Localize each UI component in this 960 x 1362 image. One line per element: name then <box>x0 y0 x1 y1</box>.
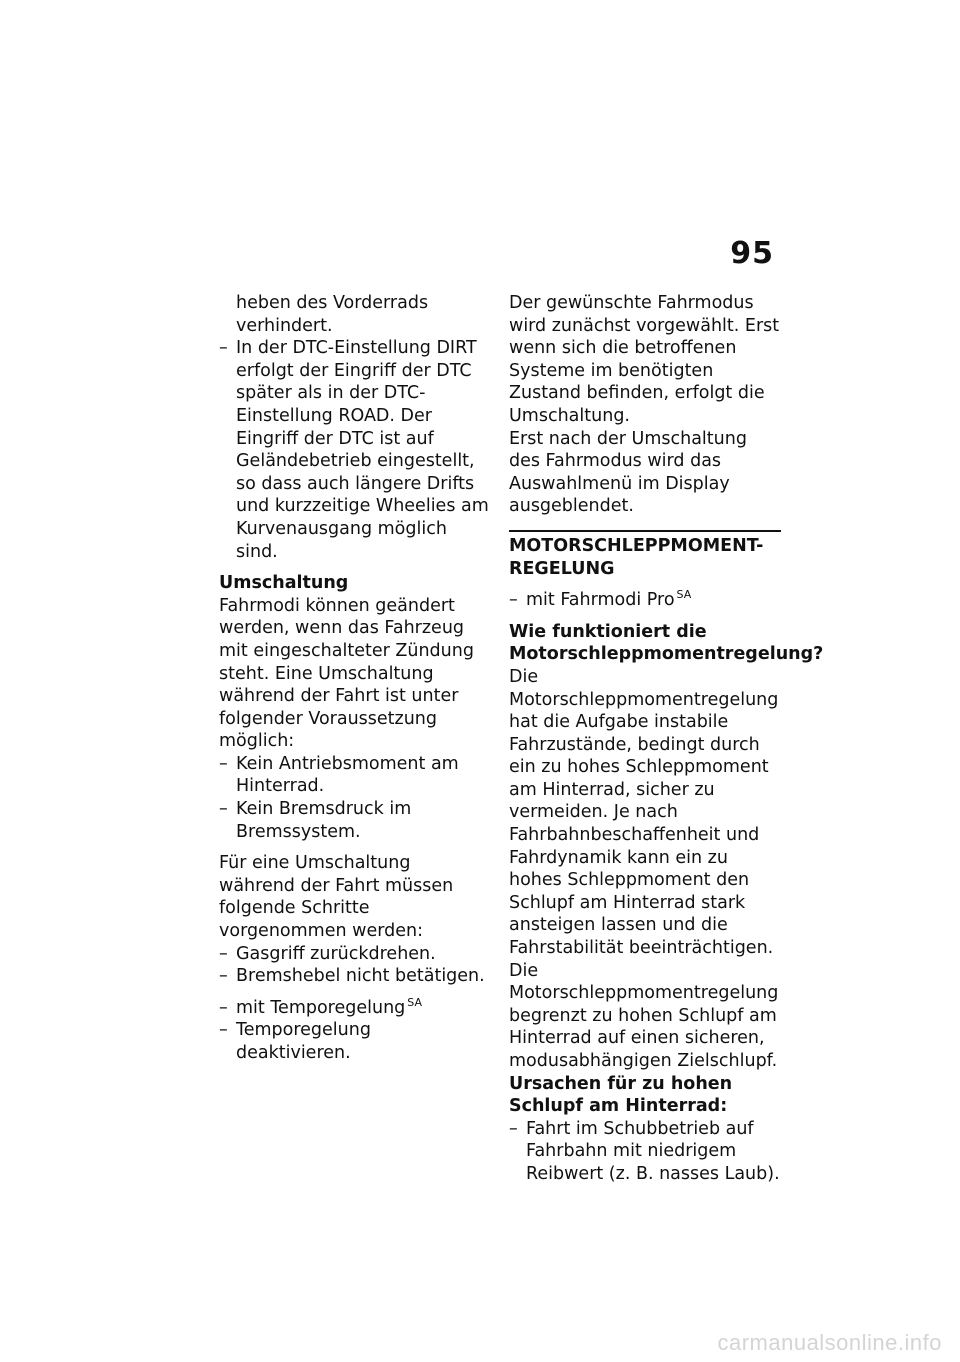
continuation-text: heben des Vorderrads verhindert. <box>236 293 429 336</box>
left-column <box>219 292 491 1065</box>
tempo-label: mit Temporegelung <box>236 997 406 1018</box>
causes-heading: Ursachen für zu hohen Schlupf am Hinterrad: <box>509 1073 733 1117</box>
sa-marker: SA <box>676 588 692 602</box>
section-heading: MOTORSCHLEPPMOMENT-REGELUNG <box>509 530 781 580</box>
pro-condition <box>509 589 781 612</box>
condition-item: – Kein Antriebsmoment am Hinterrad. <box>219 753 491 798</box>
fahrmodus-paragraph: Der gewünschte Fahrmodus wird zunächst vorgewählt. Erst wenn sich die betroffenen Systeme im benötigten Zustand befinden, erfolgt die Umschaltung. <box>509 293 780 426</box>
page-number: 95 <box>730 236 774 271</box>
umschaltung-heading: Umschaltung <box>219 573 349 594</box>
pro-label: mit Fahrmodi Pro <box>526 590 675 611</box>
condition-item: – Kein Bremsdruck im Bremssystem. <box>219 798 491 843</box>
question-heading: Wie funktioniert die Motorschleppmomentregelung? <box>509 621 824 665</box>
auswahlmenue-paragraph: Erst nach der Umschaltung des Fahrmodus wird das Auswahlmenü im Display ausgeblendet. <box>509 428 747 517</box>
sa-marker: SA <box>407 995 423 1009</box>
msr-description: Die Motorschleppmomentregelung hat die Aufgabe instabile Fahrzustände, bedingt durch ein zu hohes Schleppmoment am Hinterrad, sicher zu vermeiden. Je nach Fahrbahnbeschaffenheit und Fahrdynamik kann ein zu hohes Schleppmoment den Schlupf am Hinterrad stark ansteigen lassen und die Fahrstabilität beeinträchtigen. Die Motorschleppmomentregelung begrenzt zu hohen Schlupf am Hinterrad auf einen sicheren, modusabhängigen Zielschlupf. <box>509 666 779 1071</box>
watermark: carmanualsonline.info <box>717 1330 942 1355</box>
step-item: – Gasgriff zurückdrehen. <box>219 943 491 966</box>
step-item: – Bremshebel nicht betätigen. <box>219 965 491 988</box>
umschaltung-text: Fahrmodi können geändert werden, wenn das Fahrzeug mit eingeschalteter Zündung steht. Eine Umschaltung während der Fahrt ist unter folgender Voraussetzung möglich: <box>219 595 474 752</box>
schritte-text: Für eine Umschaltung während der Fahrt müssen folgende Schritte vorgenommen werden: <box>219 853 454 942</box>
dirt-list-item: – In der DTC-Einstellung DIRT erfolgt der Eingriff der DTC später als in der DTC-Einstellung ROAD. Der Eingriff der DTC ist auf Geländebetrieb eingestellt, so dass auch längere Drifts und kurzzeitige Wheelies am Kurvenausgang möglich sind. <box>219 337 491 563</box>
right-column <box>509 292 824 1186</box>
cause-item: – Fahrt im Schubbetrieb auf Fahrbahn mit niedrigem Reibwert (z. B. nasses Laub). <box>509 1118 781 1186</box>
tempo-condition <box>219 997 491 1020</box>
step-item: – Temporegelung deaktivieren. <box>219 1019 491 1064</box>
